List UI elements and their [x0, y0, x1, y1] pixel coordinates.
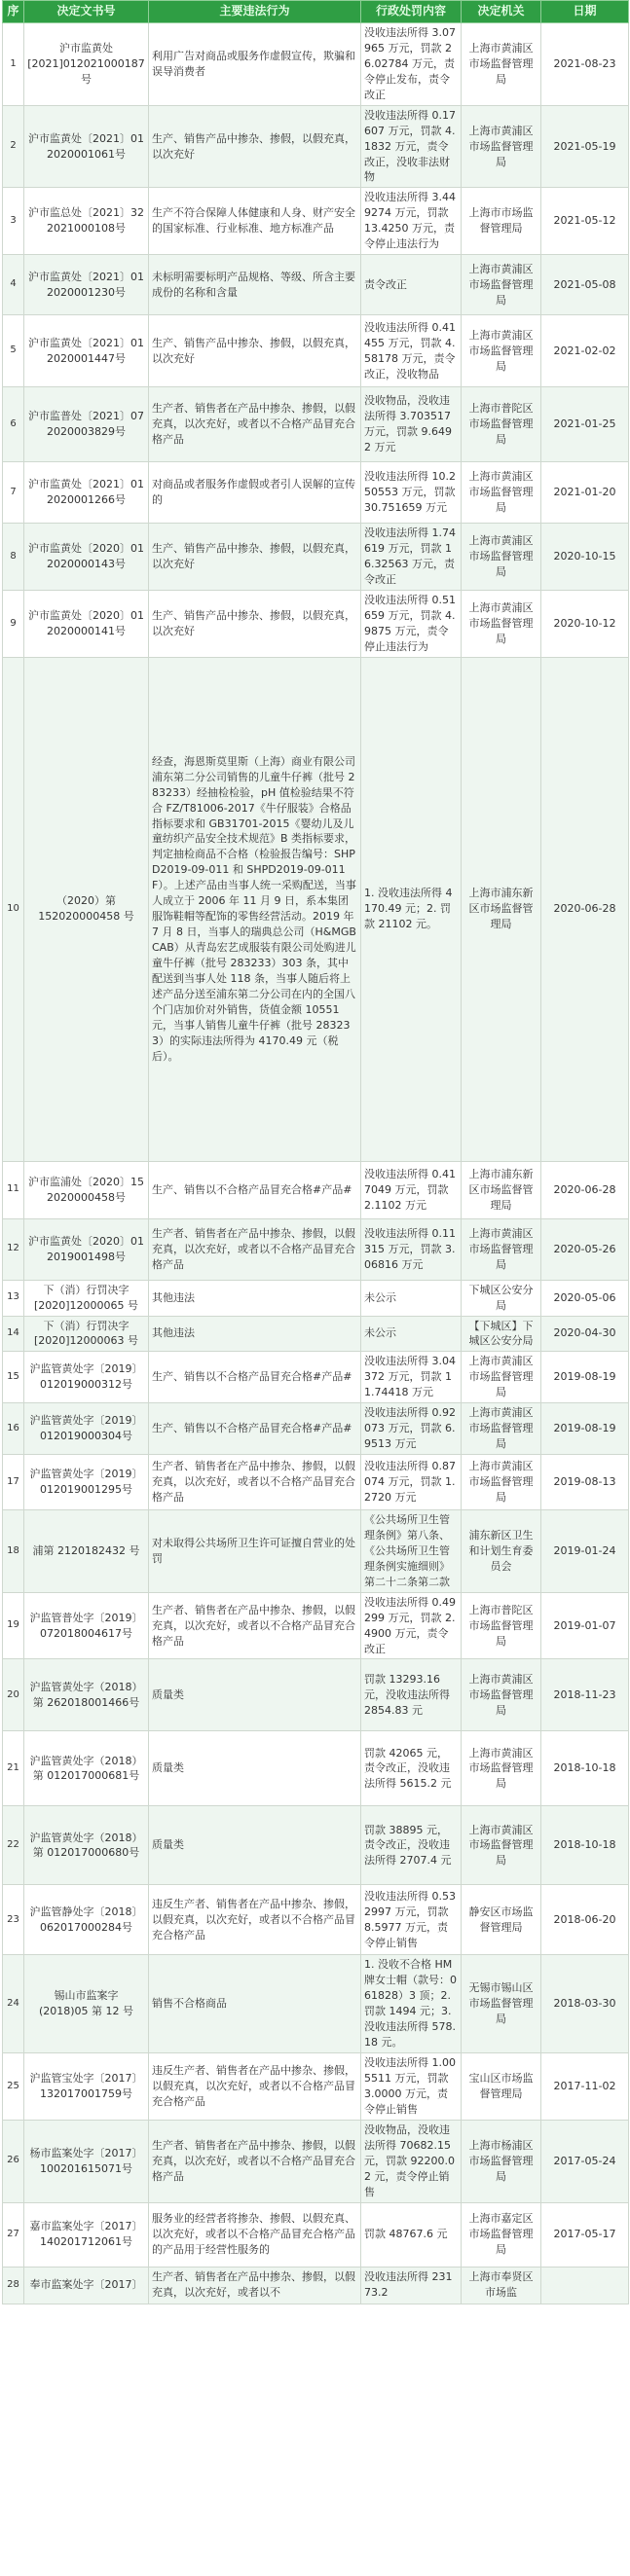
- date-cell: 2020-06-28: [541, 657, 629, 1161]
- penalty-cell: 没收违法所得 0.11315 万元，罚款 3.06816 万元: [361, 1218, 462, 1280]
- penalty-cell: 没收违法所得 3.04372 万元，罚款 11.74418 万元: [361, 1352, 462, 1403]
- document-number-cell: 沪监管宝处字〔2017〕132017001759号: [24, 2053, 149, 2121]
- seq-cell: 16: [3, 1403, 24, 1455]
- table-row: [3, 590, 629, 657]
- header-penalty: 行政处罚内容: [361, 1, 462, 23]
- date-cell: 2019-08-19: [541, 1352, 629, 1403]
- table-row: [3, 105, 629, 188]
- date-cell: 2017-11-02: [541, 2053, 629, 2121]
- table-row: [3, 2120, 629, 2202]
- seq-cell: 1: [3, 23, 24, 106]
- date-cell: 2021-05-12: [541, 188, 629, 255]
- header-violation: 主要违法行为: [149, 1, 361, 23]
- document-number-cell: 沪市监黄处〔2021〕012020001447号: [24, 315, 149, 387]
- violation-cell: 生产、销售产品中掺杂、掺假，以假充真，以次充好: [149, 105, 361, 188]
- date-cell: 2018-10-18: [541, 1806, 629, 1885]
- authority-cell: 上海市黄浦区市场监督管理局: [462, 1731, 541, 1806]
- authority-cell: 上海市奉贤区市场监: [462, 2267, 541, 2304]
- authority-cell: 上海市普陀区市场监督管理局: [462, 387, 541, 462]
- authority-cell: 上海市浦东新区市场监督管理局: [462, 1161, 541, 1218]
- violation-cell: 对未取得公共场所卫生许可证擅自营业的处罚: [149, 1510, 361, 1593]
- date-cell: 2020-06-28: [541, 1161, 629, 1218]
- document-number-cell: 沪监管静处字〔2018〕062017000284号: [24, 1885, 149, 1955]
- seq-cell: 22: [3, 1806, 24, 1885]
- table-row: [3, 1885, 629, 1955]
- authority-cell: 上海市黄浦区市场监督管理局: [462, 462, 541, 524]
- authority-cell: 无锡市锡山区市场监督管理局: [462, 1955, 541, 2053]
- seq-cell: 13: [3, 1280, 24, 1316]
- date-cell: 2021-05-19: [541, 105, 629, 188]
- penalty-cell: 没收违法所得 1.74619 万元，罚款 16.32563 万元，责令改正: [361, 524, 462, 591]
- date-cell: 2019-08-13: [541, 1455, 629, 1510]
- authority-cell: 【下城区】下城区公安分局: [462, 1316, 541, 1352]
- header-seq: 序: [3, 1, 24, 23]
- document-number-cell: 浦第 2120182432 号: [24, 1510, 149, 1593]
- table-row: [3, 1806, 629, 1885]
- authority-cell: 上海市黄浦区市场监督管理局: [462, 1352, 541, 1403]
- header-document-number: 决定文书号: [24, 1, 149, 23]
- penalty-cell: 没收违法所得 3.07965 万元，罚款 26.02784 万元，责令停止发布，责令改正: [361, 23, 462, 106]
- penalty-cell: 罚款 42065 元，责令改正，没收违法所得 5615.2 元: [361, 1731, 462, 1806]
- document-number-cell: 沪监管黄处字〔2019〕012019000304号: [24, 1403, 149, 1455]
- table-row: [3, 462, 629, 524]
- penalty-cell: 没收违法所得 23173.2: [361, 2267, 462, 2304]
- seq-cell: 5: [3, 315, 24, 387]
- seq-cell: 28: [3, 2267, 24, 2304]
- authority-cell: 上海市黄浦区市场监督管理局: [462, 1806, 541, 1885]
- document-number-cell: 下（消）行罚决字 [2020]12000065 号: [24, 1280, 149, 1316]
- header-authority: 决定机关: [462, 1, 541, 23]
- penalty-cell: 没收违法所得 0.417049 万元，罚款 2.1102 万元: [361, 1161, 462, 1218]
- date-cell: 2019-01-07: [541, 1592, 629, 1659]
- penalty-cell: 未公示: [361, 1316, 462, 1352]
- table-row: [3, 1955, 629, 2053]
- penalty-cell: 没收物品，没收违法所得 3.703517 万元，罚款 9.6492 万元: [361, 387, 462, 462]
- violation-cell: 生产、销售以不合格产品冒充合格#产品#: [149, 1403, 361, 1455]
- penalty-cell: 1. 没收违法所得 4170.49 元；2. 罚款 21102 元。: [361, 657, 462, 1161]
- penalty-cell: 罚款 38895 元，责令改正，没收违法所得 2707.4 元: [361, 1806, 462, 1885]
- seq-cell: 9: [3, 590, 24, 657]
- penalty-cell: 没收违法所得 10.250553 万元，罚款 30.751659 万元: [361, 462, 462, 524]
- date-cell: 2019-08-19: [541, 1403, 629, 1455]
- document-number-cell: （2020）第 152020000458 号: [24, 657, 149, 1161]
- authority-cell: 上海市黄浦区市场监督管理局: [462, 255, 541, 315]
- violation-cell: 生产、销售以不合格产品冒充合格#产品#: [149, 1161, 361, 1218]
- penalty-cell: 罚款 48767.6 元: [361, 2202, 462, 2267]
- document-number-cell: 嘉市监案处字〔2017〕140201712061号: [24, 2202, 149, 2267]
- seq-cell: 26: [3, 2120, 24, 2202]
- seq-cell: 19: [3, 1592, 24, 1659]
- table-row: [3, 387, 629, 462]
- date-cell: 2021-01-20: [541, 462, 629, 524]
- violation-cell: 生产者、销售者在产品中掺杂、掺假，以假充真，以次充好，或者以不合格产品冒充合格产品: [149, 1218, 361, 1280]
- document-number-cell: 杨市监案处字〔2017〕100201615071号: [24, 2120, 149, 2202]
- table-row: [3, 23, 629, 106]
- penalty-cell: 责令改正: [361, 255, 462, 315]
- date-cell: 2021-08-23: [541, 23, 629, 106]
- table-row: [3, 188, 629, 255]
- violation-cell: 质量类: [149, 1731, 361, 1806]
- penalty-cell: 《公共场所卫生管理条例》第八条、《公共场所卫生管理条例实施细则》第二十二条第二款: [361, 1510, 462, 1593]
- seq-cell: 12: [3, 1218, 24, 1280]
- authority-cell: 上海市普陀区市场监督管理局: [462, 1592, 541, 1659]
- violation-cell: 生产者、销售者在产品中掺杂、掺假，以假充真，以次充好，或者以不合格产品冒充合格产品: [149, 2120, 361, 2202]
- document-number-cell: 沪市监黄处〔2021〕012020001061号: [24, 105, 149, 188]
- authority-cell: 静安区市场监督管理局: [462, 1885, 541, 1955]
- violation-cell: 生产、销售产品中掺杂、掺假，以假充真，以次充好: [149, 315, 361, 387]
- table-row: [3, 1592, 629, 1659]
- seq-cell: 10: [3, 657, 24, 1161]
- date-cell: 2020-10-12: [541, 590, 629, 657]
- seq-cell: 6: [3, 387, 24, 462]
- authority-cell: 上海市黄浦区市场监督管理局: [462, 1218, 541, 1280]
- table-row: [3, 2202, 629, 2267]
- document-number-cell: 沪监管黄处字（2018）第 012017000680号: [24, 1806, 149, 1885]
- penalty-cell: 1. 没收不合格 HM 牌女士帽（款号：061828）3 顶；2. 罚款 1494 元；3. 没收违法所得 578.18 元。: [361, 1955, 462, 2053]
- date-cell: 2019-01-24: [541, 1510, 629, 1593]
- seq-cell: 3: [3, 188, 24, 255]
- table-row: [3, 1352, 629, 1403]
- date-cell: 2018-11-23: [541, 1659, 629, 1731]
- date-cell: 2021-01-25: [541, 387, 629, 462]
- penalty-cell: 没收物品，没收违法所得 70682.15 元，罚款 92200.02 元，责令停止销售: [361, 2120, 462, 2202]
- violation-cell: 生产者、销售者在产品中掺杂、掺假，以假充真，以次充好，或者以不合格产品冒充合格产品: [149, 387, 361, 462]
- document-number-cell: 沪监管黄处字〔2019〕012019001295号: [24, 1455, 149, 1510]
- date-cell: [541, 2267, 629, 2304]
- table-row: [3, 1280, 629, 1316]
- date-cell: 2020-05-06: [541, 1280, 629, 1316]
- date-cell: 2018-03-30: [541, 1955, 629, 2053]
- penalty-cell: 没收违法所得 0.41455 万元，罚款 4.58178 万元，责令改正，没收物品: [361, 315, 462, 387]
- seq-cell: 11: [3, 1161, 24, 1218]
- date-cell: 2017-05-24: [541, 2120, 629, 2202]
- document-number-cell: 下（消）行罚决字 [2020]12000063 号: [24, 1316, 149, 1352]
- penalty-cell: 没收违法所得 0.51659 万元，罚款 4.9875 万元，责令停止违法行为: [361, 590, 462, 657]
- seq-cell: 25: [3, 2053, 24, 2121]
- violation-cell: 生产、销售以不合格产品冒充合格#产品#: [149, 1352, 361, 1403]
- violation-cell: 其他违法: [149, 1280, 361, 1316]
- seq-cell: 7: [3, 462, 24, 524]
- violation-cell: 销售不合格商品: [149, 1955, 361, 2053]
- penalty-records-table: [2, 0, 629, 2304]
- violation-cell: 对商品或者服务作虚假或者引人误解的宣传的: [149, 462, 361, 524]
- authority-cell: 上海市黄浦区市场监督管理局: [462, 590, 541, 657]
- violation-cell: 服务业的经营者将掺杂、掺假、以假充真、以次充好，或者以不合格产品冒充合格产品的产品用于经营性服务的: [149, 2202, 361, 2267]
- table-row: [3, 315, 629, 387]
- document-number-cell: 锡山市监案字 (2018)05 第 12 号: [24, 1955, 149, 2053]
- table-row: [3, 2267, 629, 2304]
- violation-cell: 其他违法: [149, 1316, 361, 1352]
- authority-cell: 上海市浦东新区市场监督管理局: [462, 657, 541, 1161]
- table-row: [3, 255, 629, 315]
- authority-cell: 上海市嘉定区市场监督管理局: [462, 2202, 541, 2267]
- violation-cell: 生产者、销售者在产品中掺杂、掺假，以假充真，以次充好，或者以不合格产品冒充合格产品: [149, 1455, 361, 1510]
- seq-cell: 15: [3, 1352, 24, 1403]
- date-cell: 2020-10-15: [541, 524, 629, 591]
- violation-cell: 生产、销售产品中掺杂、掺假，以假充真，以次充好: [149, 590, 361, 657]
- document-number-cell: 沪监管黄处字〔2019〕012019000312号: [24, 1352, 149, 1403]
- header-date: 日期: [541, 1, 629, 23]
- seq-cell: 2: [3, 105, 24, 188]
- violation-cell: 生产者、销售者在产品中掺杂、掺假，以假充真，以次充好，或者以不: [149, 2267, 361, 2304]
- penalty-cell: 没收违法所得 1.005511 万元，罚款 3.0000 万元，责令停止销售: [361, 2053, 462, 2121]
- seq-cell: 20: [3, 1659, 24, 1731]
- violation-cell: 未标明需要标明产品规格、等级、所含主要成份的名称和含量: [149, 255, 361, 315]
- document-number-cell: 沪监管黄处字（2018）第 262018001466号: [24, 1659, 149, 1731]
- document-number-cell: 沪市监黄处 [2021]012021000187 号: [24, 23, 149, 106]
- penalty-cell: 罚款 13293.16 元，没收违法所得 2854.83 元: [361, 1659, 462, 1731]
- violation-cell: 生产不符合保障人体健康和人身、财产安全的国家标准、行业标准、地方标准产品: [149, 188, 361, 255]
- penalty-cell: 没收违法所得 0.17607 万元，罚款 4.1832 万元，责令改正，没收非法财物: [361, 105, 462, 188]
- date-cell: 2020-04-30: [541, 1316, 629, 1352]
- date-cell: 2020-05-26: [541, 1218, 629, 1280]
- seq-cell: 24: [3, 1955, 24, 2053]
- date-cell: 2021-05-08: [541, 255, 629, 315]
- table-row: [3, 524, 629, 591]
- authority-cell: 上海市黄浦区市场监督管理局: [462, 1455, 541, 1510]
- violation-cell: 利用广告对商品或服务作虚假宣传，欺骗和误导消费者: [149, 23, 361, 106]
- authority-cell: 浦东新区卫生和计划生育委员会: [462, 1510, 541, 1593]
- violation-cell: 经查，海恩斯莫里斯（上海）商业有限公司浦东第二分公司销售的儿童牛仔裤（批号 283233）经抽检检验，pH 值检验结果不符合 FZ/T81006-2017《牛仔服装》合格品指标要求和 GB31701-2015《婴幼儿及儿童纺织产品安全技术规范》B 类指标要求，判定抽检商品不合格（检验报告编号：SHPD2019-09-011 和 SHPD2019-09-011F）。上述产品由当事人统一采购配送，当事人成立于 2006 年 11 月 9 日，系本集团服饰鞋帽等配饰的零售经营活动。2019 年 7 月 8 日，当事人的瑞典总公司（H&MGBCAB）从青岛宏艺成服装有限公司处购进儿童牛仔裤（批号 283233）303 条，其中配送到当事人处 118 条，当事人随后将上述产品分送至浦东第二分公司在内的全国八个门店加价对外销售，货值金额 10551 元，当事人销售儿童牛仔裤（批号 283233）的实际违法所得为 4170.49 元（税后）。: [149, 657, 361, 1161]
- table-row: [3, 1161, 629, 1218]
- table-header-row: [3, 1, 629, 23]
- table-body: [3, 23, 629, 2304]
- seq-cell: 23: [3, 1885, 24, 1955]
- document-number-cell: 沪市监普处〔2021〕072020003829号: [24, 387, 149, 462]
- seq-cell: 21: [3, 1731, 24, 1806]
- table-row: [3, 2053, 629, 2121]
- table-row: [3, 1659, 629, 1731]
- document-number-cell: 沪市监黄处〔2021〕012020001230号: [24, 255, 149, 315]
- date-cell: 2021-02-02: [541, 315, 629, 387]
- penalty-cell: 没收违法所得 0.92073 万元，罚款 6.9513 万元: [361, 1403, 462, 1455]
- date-cell: 2018-06-20: [541, 1885, 629, 1955]
- date-cell: 2018-10-18: [541, 1731, 629, 1806]
- violation-cell: 质量类: [149, 1806, 361, 1885]
- document-number-cell: 沪市监浦处〔2020〕152020000458号: [24, 1161, 149, 1218]
- date-cell: 2017-05-17: [541, 2202, 629, 2267]
- penalty-cell: 没收违法所得 0.532997 万元，罚款 8.5977 万元，责令停止销售: [361, 1885, 462, 1955]
- authority-cell: 上海市黄浦区市场监督管理局: [462, 524, 541, 591]
- violation-cell: 违反生产者、销售者在产品中掺杂、掺假，以假充真，以次充好，或者以不合格产品冒充合格产品: [149, 1885, 361, 1955]
- authority-cell: 上海市黄浦区市场监督管理局: [462, 315, 541, 387]
- document-number-cell: 沪监管黄处字（2018）第 012017000681号: [24, 1731, 149, 1806]
- document-number-cell: 沪市监黄处〔2020〕012020000143号: [24, 524, 149, 591]
- authority-cell: 宝山区市场监督管理局: [462, 2053, 541, 2121]
- table-row: [3, 1455, 629, 1510]
- document-number-cell: 沪市监黄处〔2020〕012020000141号: [24, 590, 149, 657]
- document-number-cell: 沪市监黄处〔2020〕012019001498号: [24, 1218, 149, 1280]
- table-row: [3, 1731, 629, 1806]
- authority-cell: 上海市杨浦区市场监督管理局: [462, 2120, 541, 2202]
- authority-cell: 上海市市场监督管理局: [462, 188, 541, 255]
- table-row: [3, 1316, 629, 1352]
- violation-cell: 生产者、销售者在产品中掺杂、掺假，以假充真，以次充好，或者以不合格产品冒充合格产品: [149, 1592, 361, 1659]
- seq-cell: 18: [3, 1510, 24, 1593]
- seq-cell: 8: [3, 524, 24, 591]
- violation-cell: 违反生产者、销售者在产品中掺杂、掺假，以假充真，以次充好，或者以不合格产品冒充合格产品: [149, 2053, 361, 2121]
- authority-cell: 上海市黄浦区市场监督管理局: [462, 105, 541, 188]
- penalty-cell: 没收违法所得 0.49299 万元，罚款 2.4900 万元，责令改正: [361, 1592, 462, 1659]
- document-number-cell: 沪市监总处〔2021〕322021000108号: [24, 188, 149, 255]
- document-number-cell: 沪监管普处字〔2019〕072018004617号: [24, 1592, 149, 1659]
- document-number-cell: 奉市监案处字〔2017〕: [24, 2267, 149, 2304]
- authority-cell: 上海市黄浦区市场监督管理局: [462, 1403, 541, 1455]
- seq-cell: 4: [3, 255, 24, 315]
- penalty-cell: 没收违法所得 3.449274 万元，罚款 13.4250 万元，责令停止违法行为: [361, 188, 462, 255]
- document-number-cell: 沪市监黄处〔2021〕012020001266号: [24, 462, 149, 524]
- authority-cell: 上海市黄浦区市场监督管理局: [462, 23, 541, 106]
- authority-cell: 上海市黄浦区市场监督管理局: [462, 1659, 541, 1731]
- table-row: [3, 1510, 629, 1593]
- penalty-cell: 未公示: [361, 1280, 462, 1316]
- authority-cell: 下城区公安分局: [462, 1280, 541, 1316]
- seq-cell: 27: [3, 2202, 24, 2267]
- table-row: [3, 657, 629, 1161]
- seq-cell: 14: [3, 1316, 24, 1352]
- table-row: [3, 1218, 629, 1280]
- violation-cell: 生产、销售产品中掺杂、掺假，以假充真，以次充好: [149, 524, 361, 591]
- table-row: [3, 1403, 629, 1455]
- seq-cell: 17: [3, 1455, 24, 1510]
- penalty-cell: 没收违法所得 0.87074 万元，罚款 1.2720 万元: [361, 1455, 462, 1510]
- violation-cell: 质量类: [149, 1659, 361, 1731]
